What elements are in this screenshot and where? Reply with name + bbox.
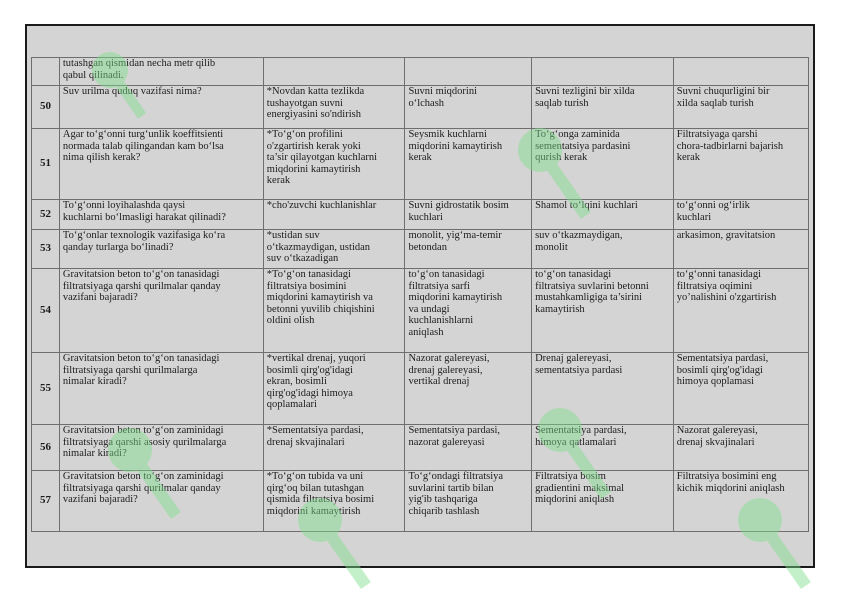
question-text: Agar to‘g‘onni turg‘unlik koeffitsienti normada talab qilingandan kam bo‘lsa nima qilish kerak? xyxy=(59,129,263,200)
answer-option-c: To‘g‘onga zaminida sementatsiya pardasini qurish kerak xyxy=(532,129,674,200)
answer-option-c: Sementatsiya pardasi, himoya qatlamalari xyxy=(532,425,674,471)
answer-option-d: Filtratsiya bosimini eng kichik miqdorini aniqlash xyxy=(673,471,808,532)
answer-correct: *To‘g‘on tubida va uni qirg‘oq bilan tutashgan qismida filtratsiya bosimi miqdorini kamaytirish xyxy=(263,471,405,532)
answer-option-b: monolit, yig‘ma-temir betondan xyxy=(405,230,532,269)
document-frame xyxy=(25,24,815,568)
answer-option-b: Sementatsiya pardasi, nazorat galereyasi xyxy=(405,425,532,471)
table-row xyxy=(32,269,809,353)
answer-option-d: to‘g‘onni tanasidagi filtratsiya oqimini yo’nalishini o'zgartirish xyxy=(673,269,808,353)
table-row xyxy=(32,471,809,532)
answer-correct: *vertikal drenaj, yuqori bosimli qirg'og'idagi ekran, bosimli qirg'og'idagi himoya qoplamalari xyxy=(263,353,405,425)
answer-option-d: Nazorat galereyasi, drenaj skvajinalari xyxy=(673,425,808,471)
answer-option-b: Suvni miqdorini o‘lchash xyxy=(405,86,532,129)
answer-option-c: Filtratsiya bosim gradientini maksimal miqdorini aniqlash xyxy=(532,471,674,532)
table-row xyxy=(32,129,809,200)
table-row xyxy=(32,425,809,471)
table-row xyxy=(32,353,809,425)
answer-option-b: Seysmik kuchlarni miqdorini kamaytirish kerak xyxy=(405,129,532,200)
answer-option-c: to‘g‘on tanasidagi filtratsiya suvlarini betonni mustahkamligiga ta’sirini kamaytirish xyxy=(532,269,674,353)
answer-option-d: arkasimon, gravitatsion xyxy=(673,230,808,269)
table-row xyxy=(32,86,809,129)
question-text: Gravitatsion beton to‘g‘on zaminidagi filtratsiyaga qarshi qurilmalar qanday vazifani bajaradi? xyxy=(59,471,263,532)
answer-option-d xyxy=(673,58,808,86)
question-text: Gravitatsion beton to‘g‘on tanasidagi filtratsiyaga qarshi qurilmalar qanday vazifani bajaradi? xyxy=(59,269,263,353)
answer-correct: *To‘g‘on tanasidagi filtratsiya bosimini miqdorini kamaytirish va betonni yuvilib chiqishini oldini olish xyxy=(263,269,405,353)
answer-option-d: to‘g‘onni og‘irlik kuchlari xyxy=(673,200,808,230)
answer-option-d: Sementatsiya pardasi, bosimli qirg'og'idagi himoya qoplamasi xyxy=(673,353,808,425)
question-number: 53 xyxy=(32,230,60,269)
question-text: To‘g‘onlar texnologik vazifasiga ko‘ra qanday turlarga bo‘linadi? xyxy=(59,230,263,269)
table-row xyxy=(32,230,809,269)
question-table xyxy=(31,57,809,532)
answer-option-b: To‘g‘ondagi filtratsiya suvlarini tartib bilan yig'ib tashqariga chiqarib tashlash xyxy=(405,471,532,532)
question-text: Suv urilma quduq vazifasi nima? xyxy=(59,86,263,129)
answer-correct: *ustidan suv o‘tkazmaydigan, ustidan suv o‘tkazadigan xyxy=(263,230,405,269)
question-text: Gravitatsion beton to‘g‘on zaminidagi filtratsiyaga qarshi asosiy qurilmalarga nimalar kiradi? xyxy=(59,425,263,471)
answer-option-c: Drenaj galereyasi, sementatsiya pardasi xyxy=(532,353,674,425)
answer-option-c xyxy=(532,58,674,86)
answer-option-c: Shamol to‘lqini kuchlari xyxy=(532,200,674,230)
answer-correct xyxy=(263,58,405,86)
question-number: 52 xyxy=(32,200,60,230)
answer-correct: *To‘g‘on profilini o'zgartirish kerak yoki ta’sir qilayotgan kuchlarni miqdorini kamaytirish kerak xyxy=(263,129,405,200)
answer-correct: *cho'zuvchi kuchlanishlar xyxy=(263,200,405,230)
question-number: 55 xyxy=(32,353,60,425)
question-number: 56 xyxy=(32,425,60,471)
answer-option-d: Filtratsiyaga qarshi chora-tadbirlarni bajarish kerak xyxy=(673,129,808,200)
answer-correct: *Novdan katta tezlikda tushayotgan suvni energiyasini so'ndirish xyxy=(263,86,405,129)
table-row xyxy=(32,200,809,230)
question-number: 57 xyxy=(32,471,60,532)
answer-option-c: Suvni tezligini bir xilda saqlab turish xyxy=(532,86,674,129)
answer-option-b: Suvni gidrostatik bosim kuchlari xyxy=(405,200,532,230)
answer-option-b xyxy=(405,58,532,86)
question-number xyxy=(32,58,60,86)
question-text: Gravitatsion beton to‘g‘on tanasidagi filtratsiyaga qarshi qurilmalarga nimalar kiradi? xyxy=(59,353,263,425)
question-text: tutashgan qismidan necha metr qilib qabul qilinadi. xyxy=(59,58,263,86)
answer-correct: *Sementatsiya pardasi, drenaj skvajinalari xyxy=(263,425,405,471)
answer-option-b: Nazorat galereyasi, drenaj galereyasi, vertikal drenaj xyxy=(405,353,532,425)
answer-option-b: to‘g‘on tanasidagi filtratsiya sarfi miqdorini kamaytirish va undagi kuchlanishlarni aniqlash xyxy=(405,269,532,353)
question-text: To‘g‘onni loyihalashda qaysi kuchlarni bo‘lmasligi harakat qilinadi? xyxy=(59,200,263,230)
question-number: 50 xyxy=(32,86,60,129)
question-number: 54 xyxy=(32,269,60,353)
answer-option-d: Suvni chuqurligini bir xilda saqlab turish xyxy=(673,86,808,129)
answer-option-c: suv o‘tkazmaydigan, monolit xyxy=(532,230,674,269)
question-number: 51 xyxy=(32,129,60,200)
table-row xyxy=(32,58,809,86)
